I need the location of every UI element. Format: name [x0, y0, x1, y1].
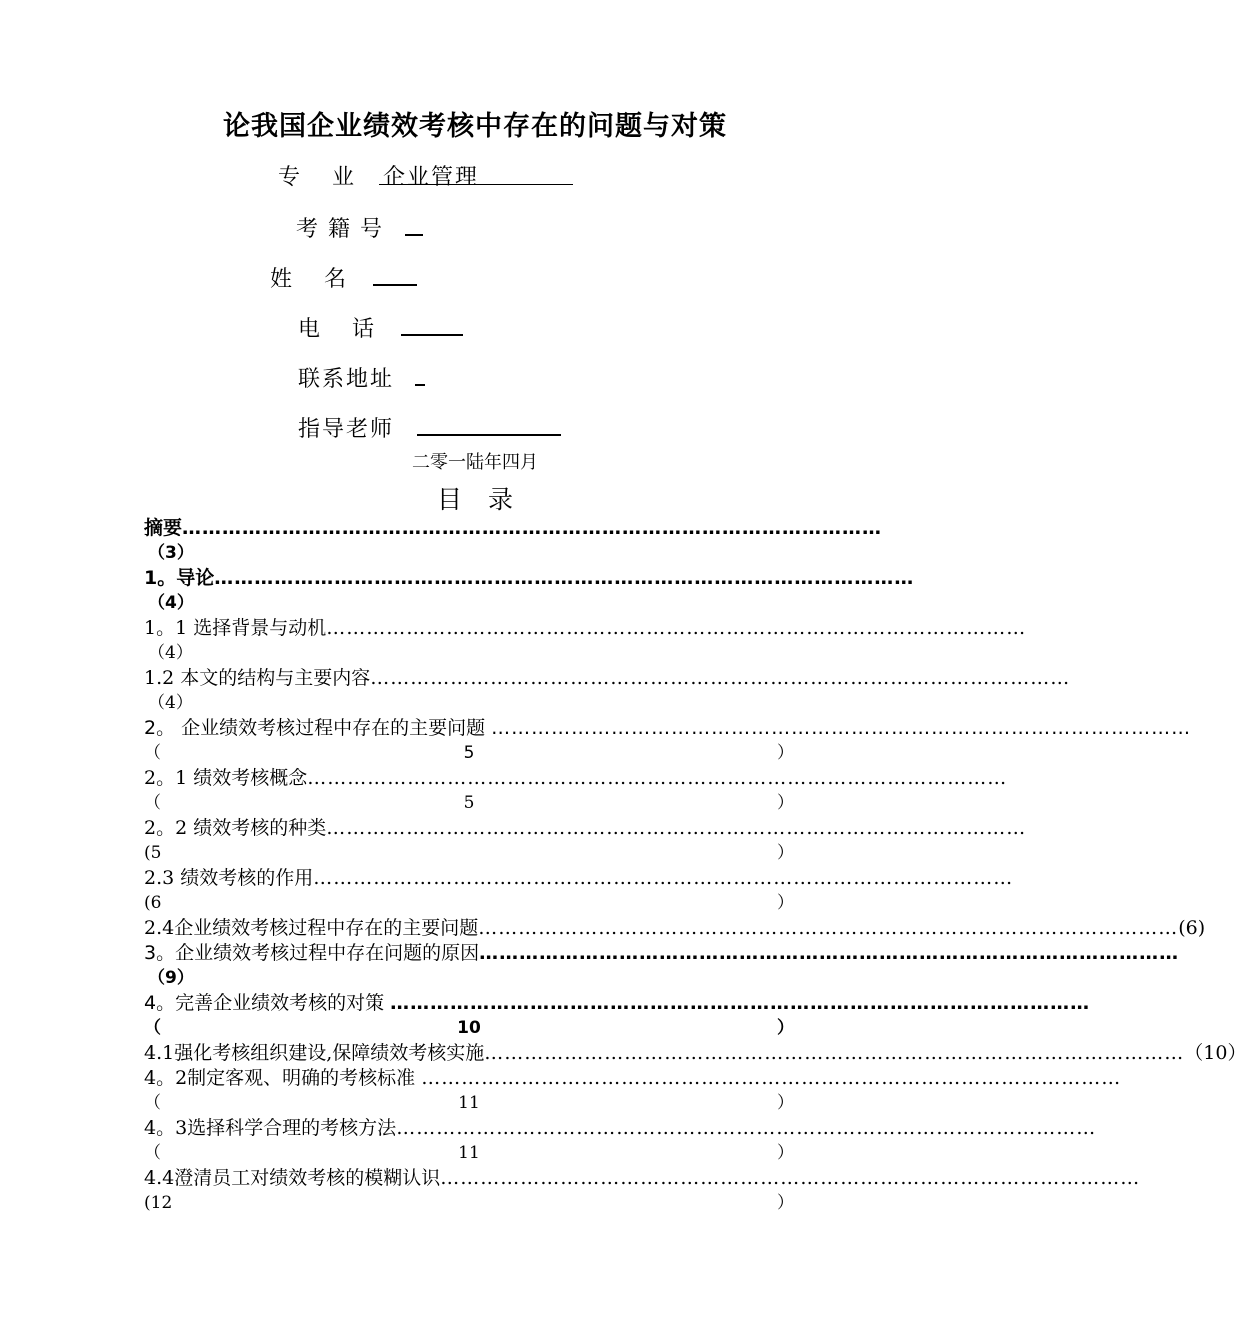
toc-entry-title: 1。导论	[144, 567, 215, 589]
toc-entry-page: （10）	[1184, 1042, 1246, 1064]
name-label: 姓 名	[270, 267, 352, 292]
major-value: 企业管理	[379, 160, 573, 185]
toc-entry-title: 2。2 绩效考核的种类	[144, 817, 327, 839]
toc-entry[interactable]: 4.4澄清员工对绩效考核的模糊认识 …………………………………………………………………………………………… (12 ）	[144, 1166, 804, 1216]
toc-entry-page: 6	[150, 893, 162, 913]
toc-entry-title: 3。企业绩效考核过程中存在问题的原因	[144, 942, 480, 964]
toc-entry-title: 4。3选择科学合理的考核方法	[144, 1117, 397, 1139]
toc-entry-title: 4。2制定客观、明确的考核标准	[144, 1067, 422, 1089]
address-label: 联系地址	[298, 367, 395, 392]
major-label: 专 业	[278, 165, 360, 190]
toc-entry[interactable]: 2。2 绩效考核的种类 …………………………………………………………………………………………… (5 ）	[144, 816, 804, 866]
advisor-label: 指导老师	[298, 417, 395, 442]
date-line: 二零一陆年四月	[412, 452, 538, 473]
toc-entry-page: （4）	[148, 593, 194, 613]
table-of-contents	[144, 516, 1246, 1216]
address-row	[298, 360, 425, 393]
toc-entry-page: 12	[150, 1193, 173, 1213]
advisor-row	[298, 410, 561, 443]
toc-entry-page: (6)	[1178, 917, 1206, 939]
exam-no-row	[296, 210, 423, 243]
name-value	[373, 260, 417, 286]
toc-entry[interactable]: 2。1 绩效考核概念 …………………………………………………………………………………………… （ 5 ）	[144, 766, 804, 816]
advisor-value	[417, 410, 561, 436]
toc-entry[interactable]: 摘要 …………………………………………………………………………………………… （3）	[144, 516, 804, 566]
toc-entry[interactable]: 2.4企业绩效考核过程中存在的主要问题 …………………………………………………………………………………………… (6)	[144, 917, 1206, 939]
toc-entry-page: 10	[457, 1018, 481, 1038]
phone-value	[401, 310, 463, 336]
toc-title: 目录	[436, 485, 539, 514]
toc-entry[interactable]: 2.3 绩效考核的作用 …………………………………………………………………………………………… (6 ）	[144, 866, 804, 916]
toc-entry-page: 11	[458, 1143, 480, 1163]
name-row	[270, 260, 417, 293]
toc-entry-page: 11	[458, 1093, 480, 1113]
toc-entry-page: （3）	[148, 543, 194, 563]
toc-entry-title: 4。完善企业绩效考核的对策	[144, 992, 391, 1014]
toc-entry-title: 2。 企业绩效考核过程中存在的主要问题	[144, 717, 492, 739]
toc-entry[interactable]: 4。3选择科学合理的考核方法 …………………………………………………………………………………………… （ 11 ）	[144, 1116, 804, 1166]
toc-entry[interactable]: 2。 企业绩效考核过程中存在的主要问题 …………………………………………………………………………………………… （ 5 ）	[144, 716, 804, 766]
toc-entry-title: 2.4企业绩效考核过程中存在的主要问题	[144, 917, 479, 939]
phone-row	[298, 310, 463, 343]
toc-entry[interactable]: 1。导论 …………………………………………………………………………………………… （4）	[144, 566, 804, 616]
major-row	[278, 160, 573, 191]
address-value	[415, 360, 425, 386]
phone-label: 电 话	[298, 317, 380, 342]
toc-entry-page: 5	[463, 793, 475, 813]
toc-entry-page: （4）	[148, 693, 193, 713]
toc-entry[interactable]: 4.1强化考核组织建设,保障绩效考核实施 …………………………………………………………………………………………… （10）	[144, 1042, 1246, 1064]
exam-no-label: 考籍号	[296, 217, 393, 242]
toc-entry-title: 1.2 本文的结构与主要内容	[144, 667, 371, 689]
toc-entry-title: 2。1 绩效考核概念	[144, 767, 308, 789]
toc-entry-title: 2.3 绩效考核的作用	[144, 867, 314, 889]
toc-entry-page: 5	[150, 843, 162, 863]
document-title: 论我国企业绩效考核中存在的问题与对策	[223, 111, 727, 142]
exam-no-value	[405, 210, 423, 236]
toc-entry-page: （9）	[148, 968, 194, 988]
toc-entry-title: 4.4澄清员工对绩效考核的模糊认识	[144, 1167, 441, 1189]
toc-entry[interactable]: 1.2 本文的结构与主要内容 …………………………………………………………………………………………… （4）	[144, 666, 804, 716]
toc-entry[interactable]: 4。2制定客观、明确的考核标准 …………………………………………………………………………………………… （ 11 ）	[144, 1066, 804, 1116]
toc-entry-page: 5	[463, 743, 475, 763]
toc-entry-page: （4）	[148, 643, 193, 663]
toc-entry-title: 1。1 选择背景与动机	[144, 617, 327, 639]
toc-entry-title: 摘要	[144, 517, 183, 539]
toc-entry[interactable]: 4。完善企业绩效考核的对策 …………………………………………………………………………………………… （ 10 ）	[144, 991, 804, 1041]
toc-entry-title: 4.1强化考核组织建设,保障绩效考核实施	[144, 1042, 485, 1064]
toc-entry[interactable]: 1。1 选择背景与动机 …………………………………………………………………………………………… （4）	[144, 616, 804, 666]
toc-entry[interactable]: 3。企业绩效考核过程中存在问题的原因 …………………………………………………………………………………………… （9）	[144, 941, 804, 991]
